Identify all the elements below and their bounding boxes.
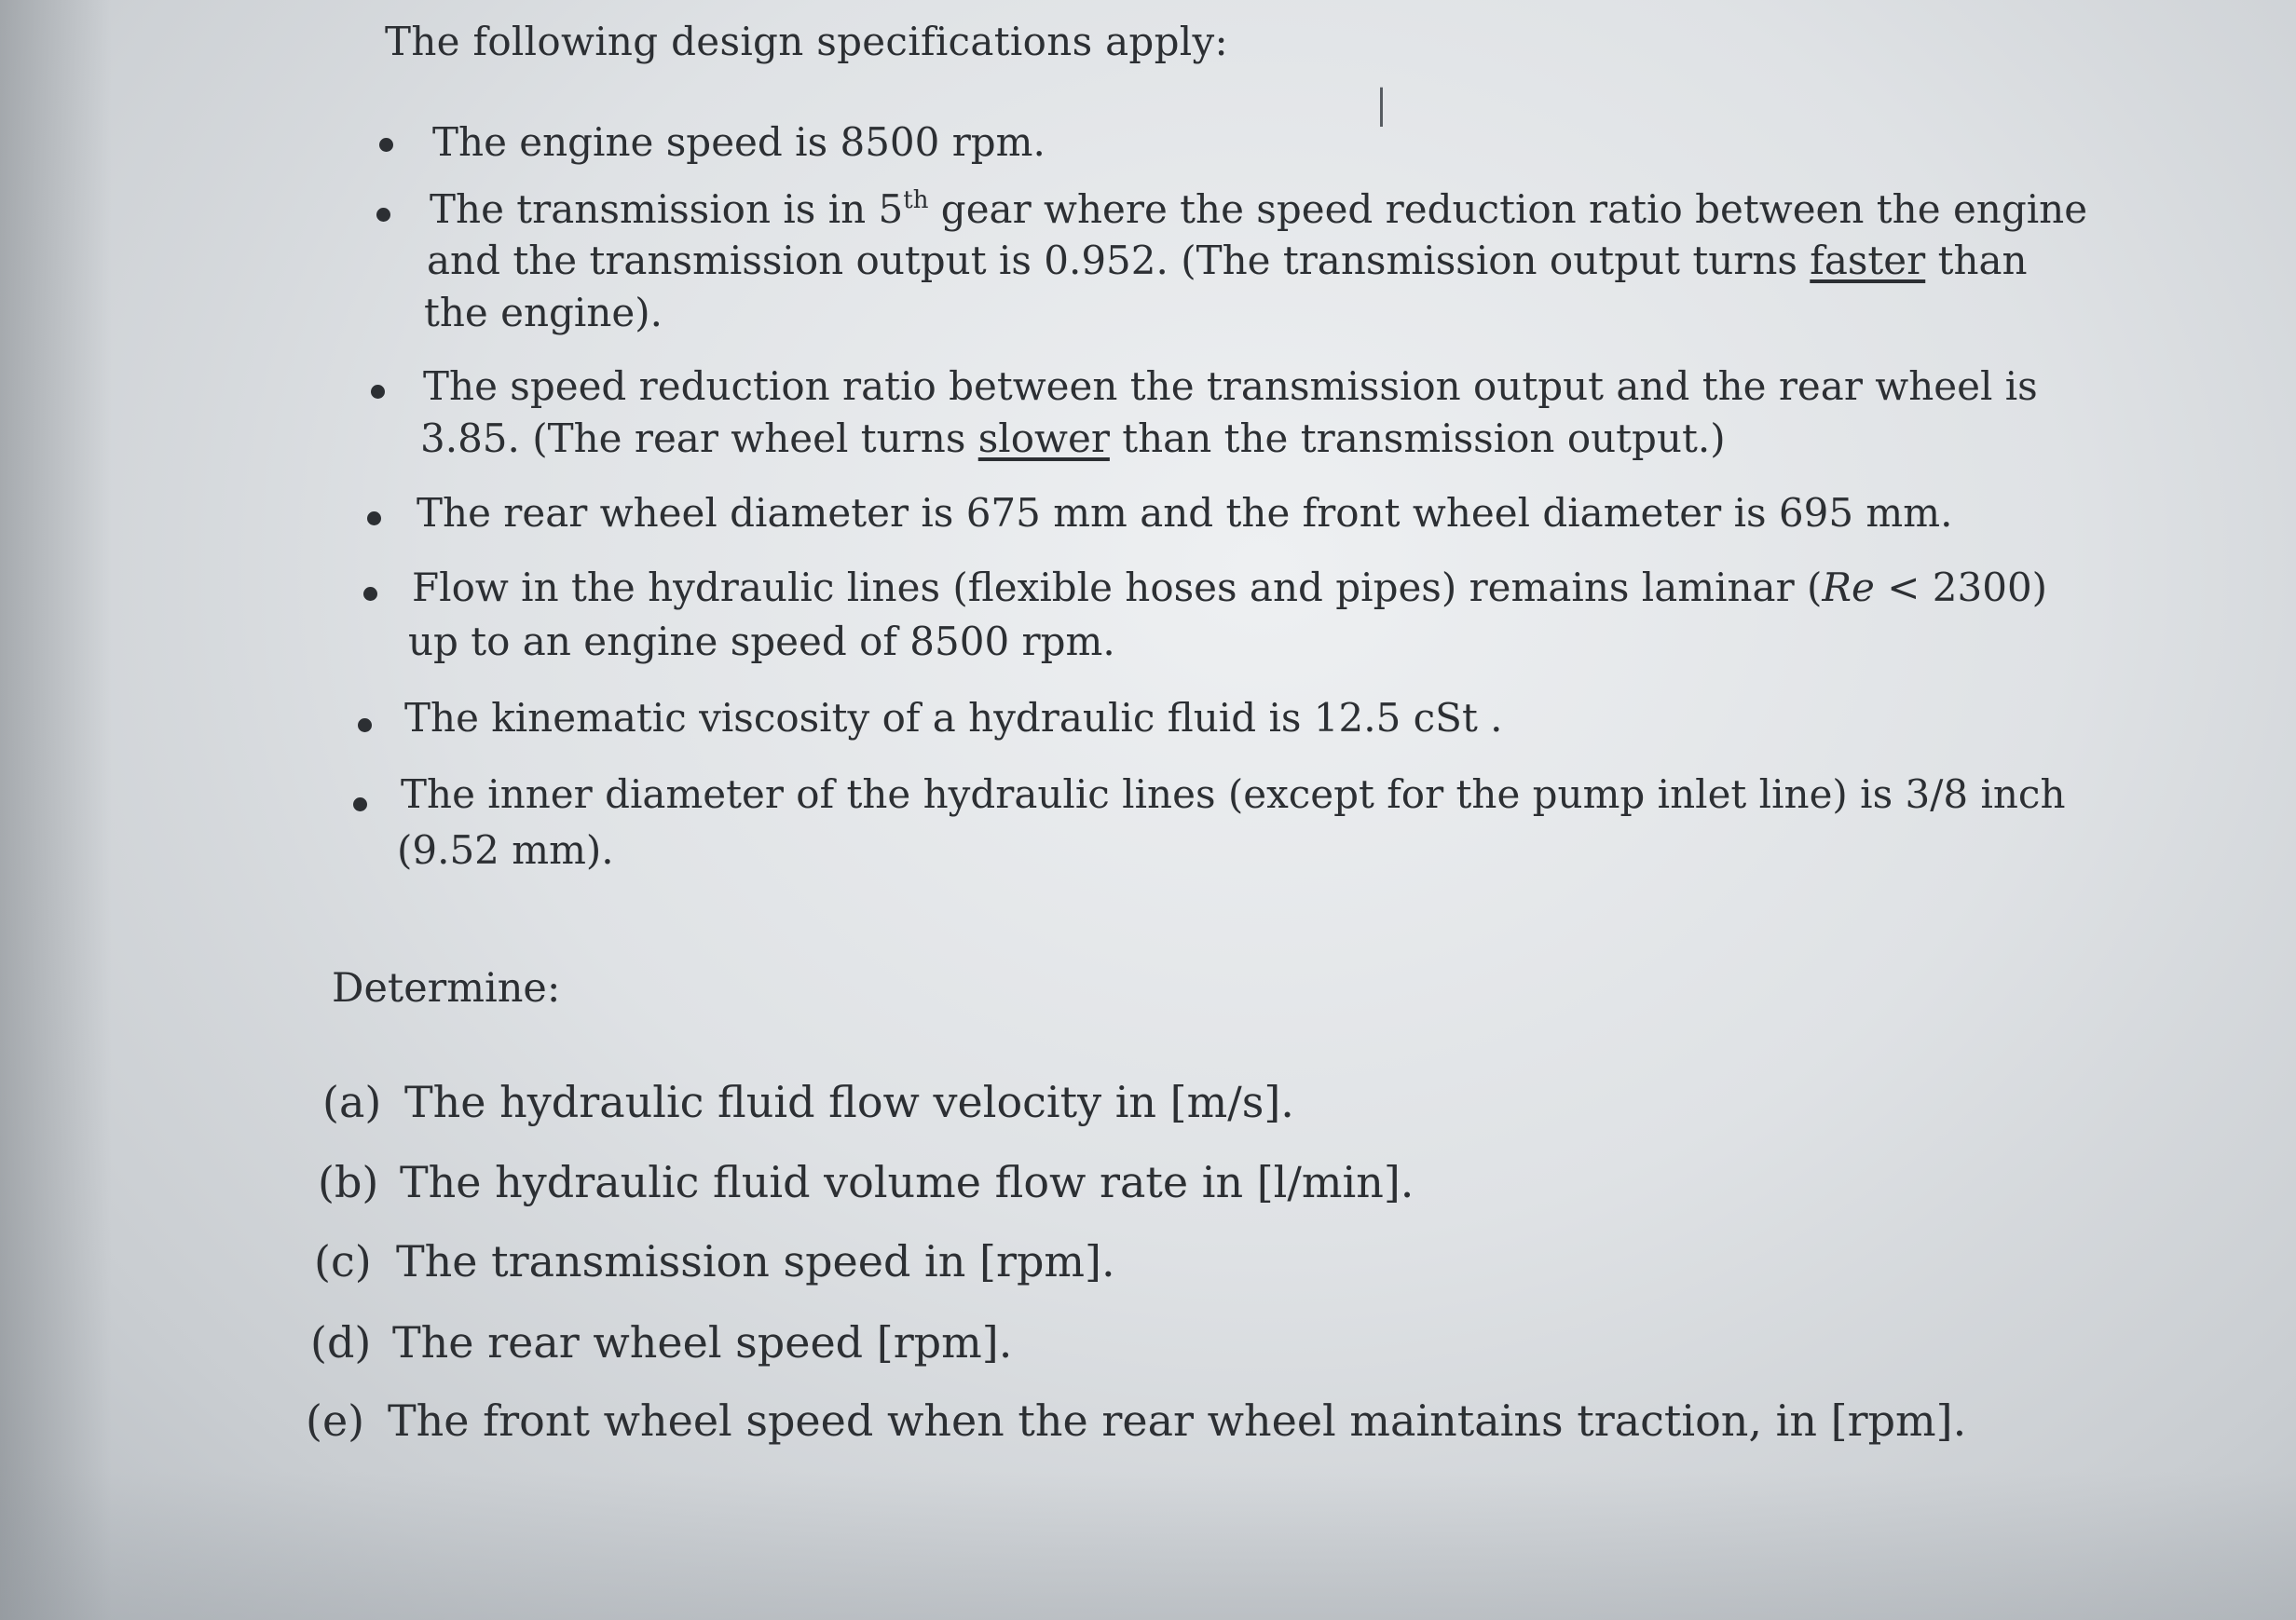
- bullet-icon: [353, 797, 367, 811]
- spec-line: The transmission is in 5th gear where the speed reduction ratio between the engine: [430, 186, 2088, 232]
- question-text: The front wheel speed when the rear wheel maintains traction, in [rpm].: [388, 1395, 1967, 1446]
- spec-line: The inner diameter of the hydraulic lines (except for the pump inlet line) is 3/8 inch: [401, 771, 2066, 817]
- spec-line: up to an engine speed of 8500 rpm.: [408, 619, 1115, 664]
- spec-line: The kinematic viscosity of a hydraulic fluid is 12.5 cSt .: [404, 695, 1503, 741]
- spec-line: 3.85. (The rear wheel turns slower than the transmission output.): [420, 415, 1726, 461]
- spec-line: The engine speed is 8500 rpm.: [432, 119, 1046, 165]
- question-label: (e): [306, 1395, 365, 1446]
- question-e: [306, 1395, 1966, 1446]
- question-a: [322, 1077, 1294, 1127]
- determine-heading: Determine:: [332, 965, 561, 1012]
- spec-line: (9.52 mm).: [397, 827, 614, 873]
- bullet-icon: [367, 511, 381, 525]
- spec-line: and the transmission output is 0.952. (The transmission output turns faster than: [427, 238, 2028, 283]
- spec-line: the engine).: [424, 290, 663, 335]
- spec-line: The speed reduction ratio between the transmission output and the rear wheel is: [423, 363, 2038, 409]
- intro-heading: The following design specifications apply:: [385, 19, 1228, 64]
- question-text: The hydraulic fluid volume flow rate in [l/min].: [400, 1157, 1414, 1207]
- spec-line: Flow in the hydraulic lines (flexible hoses and pipes) remains laminar (Re < 2300): [412, 565, 2048, 610]
- bullet-icon: [363, 587, 377, 601]
- question-b: [318, 1157, 1414, 1207]
- text-cursor-icon: I: [1374, 76, 1390, 140]
- question-label: (a): [322, 1077, 382, 1127]
- question-text: The rear wheel speed [rpm].: [392, 1317, 1013, 1368]
- bullet-icon: [371, 385, 385, 399]
- question-label: (b): [318, 1157, 379, 1207]
- question-label: (c): [314, 1236, 372, 1286]
- question-text: The transmission speed in [rpm].: [396, 1236, 1115, 1286]
- question-d: [310, 1317, 1012, 1368]
- bullet-icon: [379, 138, 393, 152]
- question-label: (d): [310, 1317, 372, 1368]
- question-text: The hydraulic fluid flow velocity in [m/s].: [404, 1077, 1294, 1127]
- spec-line: The rear wheel diameter is 675 mm and the front wheel diameter is 695 mm.: [417, 490, 1953, 536]
- bullet-icon: [358, 718, 372, 732]
- question-c: [314, 1236, 1115, 1286]
- bullet-icon: [376, 208, 390, 222]
